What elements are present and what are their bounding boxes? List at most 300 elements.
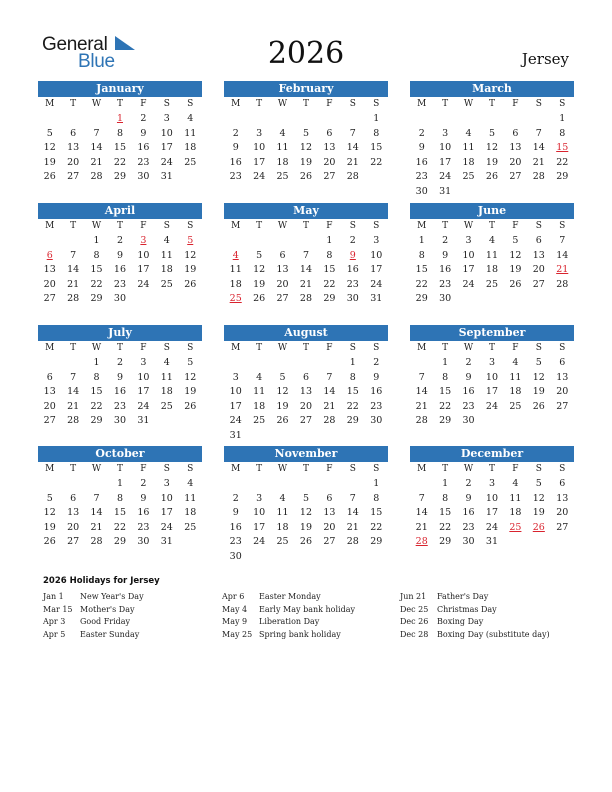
empty-day-cell	[224, 234, 247, 249]
week-row	[410, 414, 574, 429]
weekday-label: T	[488, 464, 495, 474]
week-row	[224, 414, 388, 429]
day-cell: 10	[485, 492, 499, 504]
empty-day-cell	[38, 356, 61, 371]
day-cell: 13	[299, 386, 313, 397]
holiday-date: Jan 1	[43, 592, 64, 601]
week-row	[410, 185, 574, 200]
day-cell: 18	[160, 264, 173, 275]
day-cell: 13	[509, 142, 522, 153]
day-cell: 15	[346, 386, 359, 397]
weekday-header-row	[38, 219, 202, 234]
day-cell: 19	[184, 264, 197, 275]
week-row	[38, 356, 202, 371]
weekday-label: M	[45, 343, 55, 353]
day-cell: 23	[415, 171, 428, 182]
day-cell: 30	[439, 293, 452, 304]
day-cell: 25	[184, 521, 197, 533]
day-cell: 15	[113, 142, 127, 153]
weekday-label: M	[45, 221, 55, 231]
week-row	[410, 477, 574, 492]
week-row	[410, 535, 574, 550]
weekday-label: S	[535, 343, 542, 353]
holiday-name: Father's Day	[437, 592, 489, 601]
day-cell: 25	[462, 171, 475, 182]
weekday-label: W	[91, 99, 102, 109]
weekday-label: M	[45, 464, 55, 474]
day-cell: 14	[346, 142, 359, 153]
day-cell: 18	[276, 521, 289, 533]
month-header: October	[38, 446, 202, 462]
day-cell: 27	[67, 171, 80, 182]
day-cell: 3	[163, 478, 170, 489]
day-cell: 11	[276, 142, 289, 153]
week-row	[224, 156, 388, 171]
day-cell: 21	[323, 400, 336, 412]
day-cell: 16	[113, 264, 127, 275]
empty-day-cell	[61, 356, 84, 371]
day-cell: 22	[439, 521, 452, 533]
day-cell: 17	[229, 400, 242, 412]
day-cell: 25	[229, 293, 242, 304]
day-cell: 23	[229, 171, 242, 182]
day-cell: 23	[229, 536, 242, 547]
weekday-label: S	[373, 464, 380, 474]
day-cell: 17	[160, 142, 173, 153]
day-cell: 12	[184, 249, 197, 261]
weekday-label: T	[70, 221, 77, 231]
day-cell: 3	[140, 357, 147, 368]
day-cell: 1	[418, 235, 425, 246]
day-cell: 6	[70, 127, 77, 139]
day-cell: 22	[370, 156, 383, 168]
week-row	[410, 356, 574, 371]
day-cell: 2	[373, 357, 380, 368]
week-row	[410, 263, 574, 278]
weekday-label: S	[373, 343, 380, 353]
weekday-label: T	[256, 99, 263, 109]
empty-day-cell	[480, 292, 503, 307]
holiday-date: Dec 28	[400, 630, 429, 640]
day-cell: 25	[253, 415, 266, 426]
day-cell: 27	[276, 293, 289, 304]
day-cell: 29	[415, 293, 428, 304]
empty-day-cell	[294, 356, 317, 371]
empty-day-cell	[179, 170, 202, 185]
empty-day-cell	[132, 292, 155, 307]
weekday-header-row	[224, 462, 388, 477]
weekday-label: S	[349, 464, 356, 474]
day-cell: 19	[299, 156, 313, 168]
weekday-label: T	[488, 221, 495, 231]
day-cell: 28	[415, 536, 428, 547]
day-cell: 20	[299, 400, 313, 412]
week-row	[38, 477, 202, 492]
day-cell: 9	[373, 371, 380, 383]
week-row	[38, 127, 202, 142]
day-cell: 23	[137, 521, 150, 533]
day-cell: 20	[43, 400, 56, 412]
day-cell: 14	[532, 142, 545, 153]
day-cell: 4	[465, 127, 472, 139]
week-row	[410, 521, 574, 536]
empty-day-cell	[551, 292, 574, 307]
day-cell: 21	[67, 400, 80, 412]
day-cell: 4	[256, 371, 263, 383]
day-cell: 5	[187, 235, 194, 246]
logo-text-blue: Blue	[78, 51, 115, 72]
empty-day-cell	[341, 477, 364, 492]
holiday-item	[222, 604, 355, 617]
week-row	[224, 400, 388, 415]
day-cell: 30	[370, 415, 383, 426]
day-cell: 11	[160, 249, 173, 261]
day-cell: 3	[232, 371, 239, 383]
empty-day-cell	[527, 112, 550, 127]
week-row	[224, 249, 388, 264]
day-cell: 21	[346, 521, 359, 533]
weekday-header-row	[224, 97, 388, 112]
weekday-label: S	[559, 464, 566, 474]
day-cell: 28	[299, 293, 313, 304]
weekday-label: T	[116, 343, 123, 353]
weekday-label: S	[187, 99, 194, 109]
holiday-name: Good Friday	[80, 617, 131, 627]
day-cell: 25	[160, 278, 173, 290]
day-cell: 21	[346, 156, 359, 168]
day-cell: 8	[93, 371, 100, 383]
holiday-item	[400, 591, 550, 604]
day-cell: 20	[556, 386, 569, 397]
holiday-date: Apr 6	[222, 592, 245, 601]
week-row	[410, 127, 574, 142]
empty-day-cell	[247, 477, 270, 492]
empty-day-cell	[551, 185, 574, 200]
day-cell: 19	[509, 264, 522, 275]
day-cell: 17	[485, 386, 499, 397]
weekday-label: T	[488, 343, 495, 353]
day-cell: 20	[323, 156, 336, 168]
week-row	[224, 112, 388, 127]
day-cell: 26	[299, 171, 313, 182]
day-cell: 18	[229, 278, 242, 290]
empty-day-cell	[551, 535, 574, 550]
day-cell: 23	[370, 400, 383, 412]
day-cell: 19	[43, 156, 56, 168]
day-cell: 12	[532, 492, 545, 504]
day-cell: 13	[323, 507, 336, 518]
day-cell: 2	[442, 235, 449, 246]
empty-day-cell	[410, 356, 433, 371]
week-row	[38, 492, 202, 507]
weekday-label: W	[91, 221, 102, 231]
week-row	[224, 278, 388, 293]
holiday-date: Apr 3	[43, 617, 66, 627]
day-cell: 30	[415, 185, 428, 197]
weekday-label: M	[417, 343, 427, 353]
day-cell: 18	[462, 156, 475, 168]
weekday-label: T	[116, 99, 123, 109]
empty-day-cell	[179, 535, 202, 550]
day-cell: 5	[279, 371, 286, 383]
day-cell: 28	[415, 415, 428, 426]
day-cell: 7	[349, 492, 356, 504]
weekday-label: W	[277, 343, 288, 353]
day-cell: 27	[43, 415, 56, 426]
empty-day-cell	[504, 414, 527, 429]
day-cell: 1	[442, 357, 449, 368]
day-cell: 22	[556, 156, 569, 168]
day-cell: 13	[276, 264, 289, 275]
day-cell: 18	[509, 386, 522, 397]
day-cell: 31	[160, 536, 173, 547]
day-cell: 7	[349, 127, 356, 139]
empty-day-cell	[294, 550, 317, 565]
holiday-item	[400, 616, 550, 629]
day-cell: 29	[113, 536, 127, 547]
day-cell: 7	[93, 127, 100, 139]
day-cell: 17	[439, 156, 452, 168]
month-header: May	[224, 203, 388, 219]
holiday-item	[222, 616, 355, 629]
day-cell: 27	[299, 415, 313, 426]
day-cell: 28	[67, 293, 80, 304]
week-row	[38, 263, 202, 278]
empty-day-cell	[224, 477, 247, 492]
weekday-label: W	[91, 343, 102, 353]
month-january	[38, 81, 202, 185]
day-cell: 4	[279, 492, 286, 504]
day-cell: 16	[113, 386, 127, 397]
holiday-name: Easter Sunday	[80, 630, 140, 640]
week-row	[410, 156, 574, 171]
day-cell: 2	[116, 235, 123, 246]
day-cell: 31	[229, 429, 242, 441]
day-cell: 24	[485, 521, 499, 533]
holiday-date: Dec 25	[400, 604, 429, 614]
empty-day-cell	[318, 356, 341, 371]
day-cell: 13	[67, 507, 80, 518]
day-cell: 25	[509, 521, 522, 533]
empty-day-cell	[271, 429, 294, 444]
weekday-label: S	[187, 221, 194, 231]
day-cell: 23	[113, 278, 127, 290]
weekday-label: T	[256, 221, 263, 231]
day-cell: 27	[67, 536, 80, 547]
day-cell: 21	[67, 278, 80, 290]
empty-day-cell	[433, 112, 456, 127]
week-row	[38, 112, 202, 127]
day-cell: 11	[485, 249, 499, 261]
empty-day-cell	[247, 234, 270, 249]
weekday-label: T	[488, 99, 495, 109]
day-cell: 9	[418, 142, 425, 153]
empty-day-cell	[247, 550, 270, 565]
day-cell: 1	[559, 113, 566, 124]
day-cell: 24	[253, 171, 266, 182]
day-cell: 19	[276, 400, 289, 412]
day-cell: 5	[512, 235, 519, 246]
day-cell: 17	[485, 507, 499, 518]
empty-day-cell	[61, 234, 84, 249]
day-cell: 22	[346, 400, 359, 412]
month-header: December	[410, 446, 574, 462]
day-cell: 11	[509, 492, 522, 504]
weekday-label: S	[535, 99, 542, 109]
week-row	[38, 278, 202, 293]
empty-day-cell	[155, 414, 178, 429]
day-cell: 11	[184, 127, 197, 139]
day-cell: 8	[373, 127, 380, 139]
day-cell: 20	[532, 264, 545, 275]
weekday-label: F	[140, 99, 147, 109]
empty-day-cell	[61, 112, 84, 127]
weekday-header-row	[38, 462, 202, 477]
day-cell: 18	[184, 507, 197, 518]
weekday-label: S	[349, 221, 356, 231]
day-cell: 14	[299, 264, 313, 275]
day-cell: 23	[346, 278, 359, 290]
day-cell: 9	[232, 142, 239, 153]
day-cell: 5	[535, 357, 542, 368]
weekday-header-row	[224, 341, 388, 356]
holiday-date: Mar 15	[43, 604, 73, 614]
empty-day-cell	[38, 234, 61, 249]
day-cell: 9	[116, 371, 123, 383]
day-cell: 2	[465, 478, 472, 489]
day-cell: 5	[46, 127, 53, 139]
day-cell: 12	[184, 371, 197, 383]
holiday-item	[43, 604, 144, 617]
weekday-header-row	[410, 462, 574, 477]
day-cell: 31	[485, 536, 499, 547]
week-row	[38, 400, 202, 415]
holiday-name: Mother's Day	[80, 604, 135, 614]
day-cell: 16	[439, 264, 452, 275]
empty-day-cell	[527, 185, 550, 200]
month-february	[224, 81, 388, 185]
weekday-label: M	[45, 99, 55, 109]
empty-day-cell	[271, 234, 294, 249]
day-cell: 9	[465, 371, 472, 383]
day-cell: 16	[229, 156, 242, 168]
weekday-label: S	[349, 99, 356, 109]
day-cell: 31	[370, 293, 383, 304]
holiday-name: Easter Monday	[259, 592, 321, 601]
day-cell: 14	[90, 507, 103, 518]
day-cell: 17	[462, 264, 475, 275]
day-cell: 15	[90, 386, 103, 397]
day-cell: 5	[302, 492, 309, 504]
weekday-label: F	[140, 464, 147, 474]
empty-day-cell	[341, 550, 364, 565]
weekday-label: S	[163, 343, 170, 353]
week-row	[410, 278, 574, 293]
day-cell: 16	[137, 142, 150, 153]
day-cell: 12	[509, 249, 522, 261]
week-row	[38, 371, 202, 386]
month-april	[38, 203, 202, 307]
day-cell: 28	[532, 171, 545, 182]
weekday-label: F	[140, 221, 147, 231]
empty-day-cell	[179, 292, 202, 307]
day-cell: 26	[43, 171, 56, 182]
day-cell: 3	[163, 113, 170, 124]
day-cell: 3	[140, 235, 147, 246]
empty-day-cell	[318, 429, 341, 444]
week-row	[38, 292, 202, 307]
day-cell: 26	[509, 278, 522, 290]
day-cell: 15	[439, 507, 452, 518]
page-title-year: 2026	[267, 36, 345, 71]
day-cell: 9	[442, 249, 449, 261]
day-cell: 23	[137, 156, 150, 168]
day-cell: 14	[67, 264, 80, 275]
weekday-label: S	[349, 343, 356, 353]
day-cell: 24	[439, 171, 452, 182]
weekday-label: W	[463, 99, 474, 109]
empty-day-cell	[85, 477, 108, 492]
day-cell: 10	[253, 142, 266, 153]
weekday-label: F	[140, 343, 147, 353]
day-cell: 6	[46, 371, 53, 383]
week-row	[224, 234, 388, 249]
day-cell: 7	[302, 249, 309, 261]
week-row	[38, 535, 202, 550]
day-cell: 22	[439, 400, 452, 412]
day-cell: 21	[415, 400, 428, 412]
weekday-label: T	[442, 343, 449, 353]
weekday-label: S	[535, 464, 542, 474]
day-cell: 11	[509, 371, 522, 383]
holiday-date: Jun 21	[400, 592, 427, 601]
week-row	[410, 112, 574, 127]
week-row	[410, 371, 574, 386]
day-cell: 25	[276, 536, 289, 547]
day-cell: 22	[90, 278, 103, 290]
day-cell: 17	[253, 521, 266, 533]
holiday-column	[400, 591, 550, 642]
empty-day-cell	[85, 112, 108, 127]
week-row	[224, 170, 388, 185]
empty-day-cell	[480, 112, 503, 127]
day-cell: 18	[509, 507, 522, 518]
day-cell: 21	[532, 156, 545, 168]
day-cell: 15	[370, 507, 383, 518]
day-cell: 29	[323, 293, 336, 304]
day-cell: 29	[556, 171, 569, 182]
weekday-label: T	[442, 221, 449, 231]
day-cell: 19	[43, 521, 56, 533]
day-cell: 10	[137, 371, 150, 383]
day-cell: 18	[253, 400, 266, 412]
day-cell: 22	[370, 521, 383, 533]
day-cell: 25	[485, 278, 499, 290]
day-cell: 11	[462, 142, 475, 153]
day-cell: 1	[116, 113, 123, 124]
day-cell: 27	[556, 400, 569, 412]
weekday-label: T	[302, 343, 309, 353]
empty-day-cell	[224, 112, 247, 127]
day-cell: 20	[323, 521, 336, 533]
day-cell: 3	[256, 492, 263, 504]
empty-day-cell	[247, 429, 270, 444]
weekday-label: S	[163, 99, 170, 109]
weekday-label: T	[256, 464, 263, 474]
day-cell: 13	[43, 386, 56, 397]
day-cell: 27	[323, 536, 336, 547]
day-cell: 1	[93, 357, 100, 368]
